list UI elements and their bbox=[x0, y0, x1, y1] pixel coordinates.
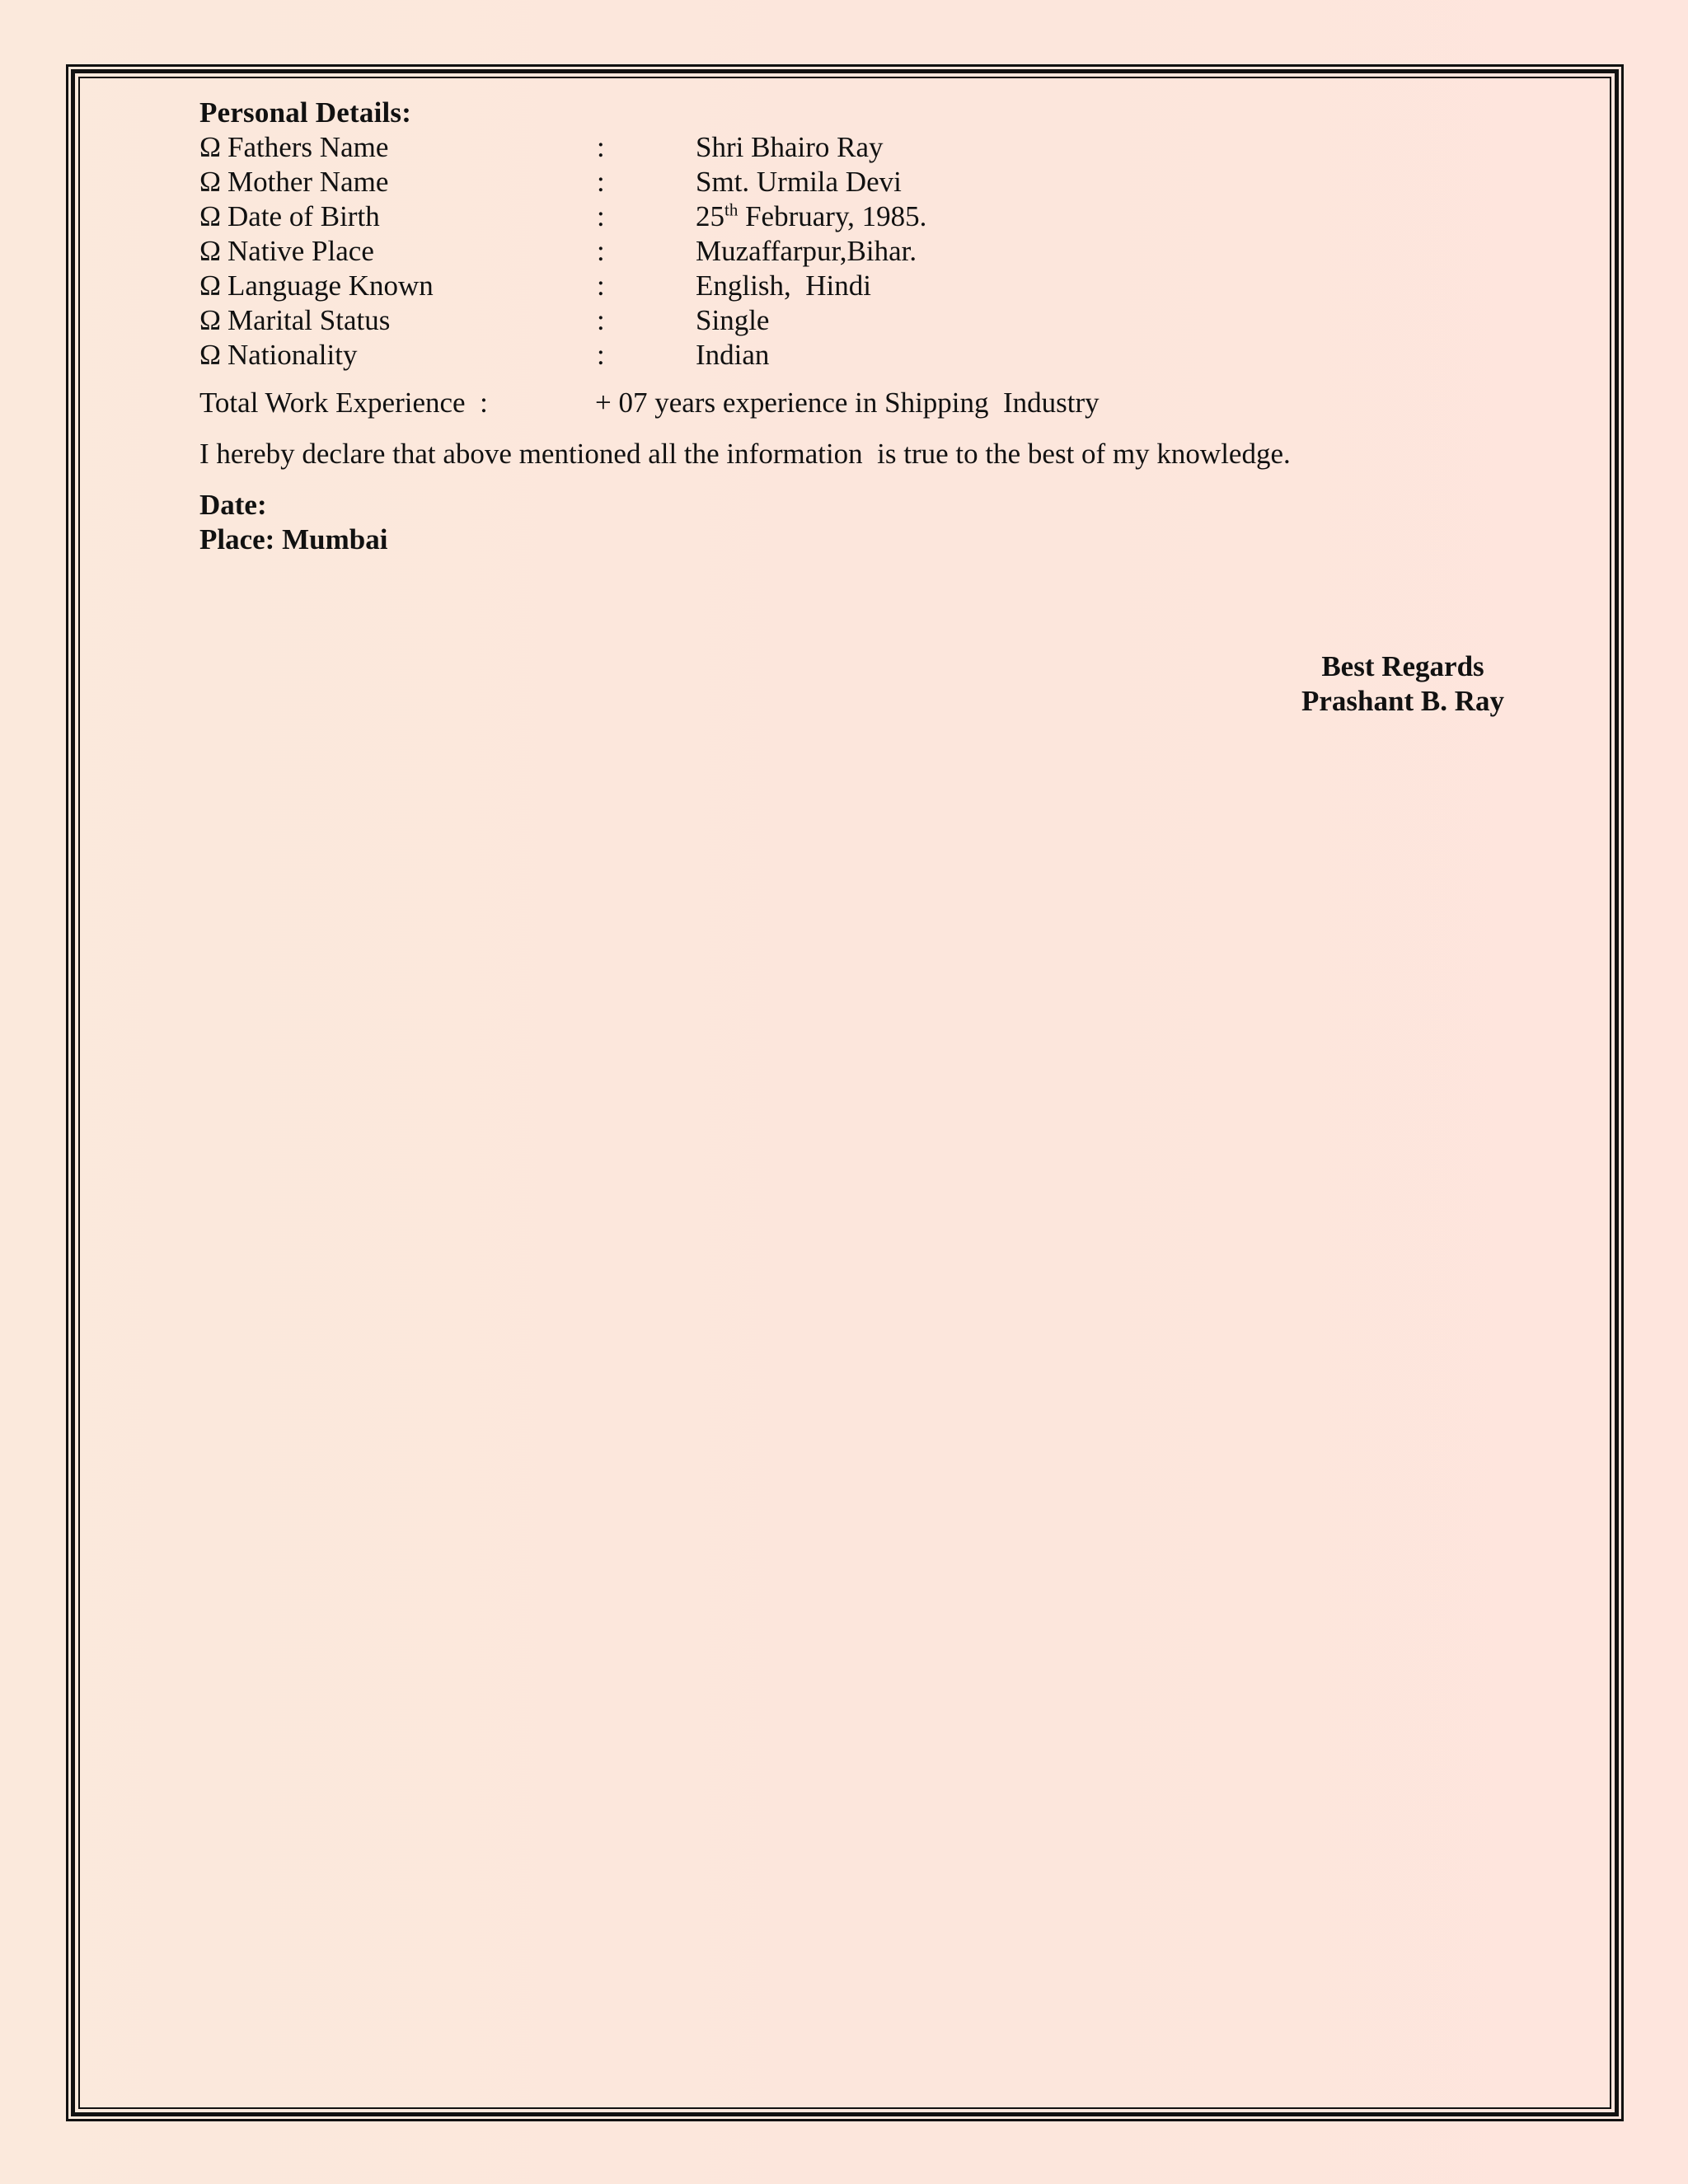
detail-value: English, Hindi bbox=[696, 269, 871, 302]
detail-label: Ω Mother Name bbox=[199, 166, 389, 198]
detail-value: Muzaffarpur,Bihar. bbox=[696, 235, 917, 267]
detail-label: Ω Marital Status bbox=[199, 304, 391, 336]
date-label: Date: bbox=[199, 489, 267, 521]
detail-row-marital-status bbox=[199, 303, 1551, 338]
omega-bullet-icon: Ω bbox=[199, 339, 222, 371]
detail-separator: : bbox=[597, 339, 605, 371]
detail-value: Single bbox=[696, 304, 770, 336]
omega-bullet-icon: Ω bbox=[199, 131, 222, 163]
detail-value: 25th February, 1985. bbox=[696, 199, 927, 232]
detail-label: Ω Language Known bbox=[199, 269, 434, 302]
work-experience-value: + 07 years experience in Shipping Industry bbox=[595, 387, 1100, 419]
personal-details-heading: Personal Details: bbox=[199, 96, 412, 129]
work-experience-row bbox=[199, 386, 1551, 420]
detail-value: Smt. Urmila Devi bbox=[696, 166, 902, 198]
detail-row-native-place bbox=[199, 234, 1551, 269]
detail-value: Shri Bhairo Ray bbox=[696, 131, 884, 163]
detail-separator: : bbox=[597, 269, 605, 302]
detail-row-date-of-birth bbox=[199, 199, 1551, 234]
omega-bullet-icon: Ω bbox=[199, 200, 222, 232]
detail-label: Ω Date of Birth bbox=[199, 200, 380, 232]
detail-label: Ω Nationality bbox=[199, 339, 358, 371]
detail-separator: : bbox=[597, 304, 605, 336]
detail-row-fathers-name bbox=[199, 130, 1551, 165]
work-experience-label: Total Work Experience : bbox=[199, 387, 488, 419]
omega-bullet-icon: Ω bbox=[199, 235, 222, 267]
resume-content bbox=[199, 96, 1551, 717]
detail-label: Ω Native Place bbox=[199, 235, 374, 267]
detail-row-language-known bbox=[199, 269, 1551, 303]
signatory-name: Prashant B. Ray bbox=[1301, 685, 1504, 717]
detail-value: Indian bbox=[696, 339, 770, 371]
omega-bullet-icon: Ω bbox=[199, 269, 222, 302]
signoff-block bbox=[1254, 649, 1551, 719]
closing-text: Best Regards bbox=[1321, 650, 1484, 682]
detail-row-nationality bbox=[199, 338, 1551, 373]
omega-bullet-icon: Ω bbox=[199, 166, 222, 198]
detail-separator: : bbox=[597, 200, 605, 232]
detail-label: Ω Fathers Name bbox=[199, 131, 389, 163]
detail-separator: : bbox=[597, 235, 605, 267]
detail-separator: : bbox=[597, 131, 605, 163]
declaration-text: I hereby declare that above mentioned all the information is true to the best of my knowledge. bbox=[199, 438, 1291, 470]
detail-separator: : bbox=[597, 166, 605, 198]
omega-bullet-icon: Ω bbox=[199, 304, 222, 336]
detail-row-mother-name bbox=[199, 165, 1551, 199]
place-label: Place: Mumbai bbox=[199, 523, 388, 555]
